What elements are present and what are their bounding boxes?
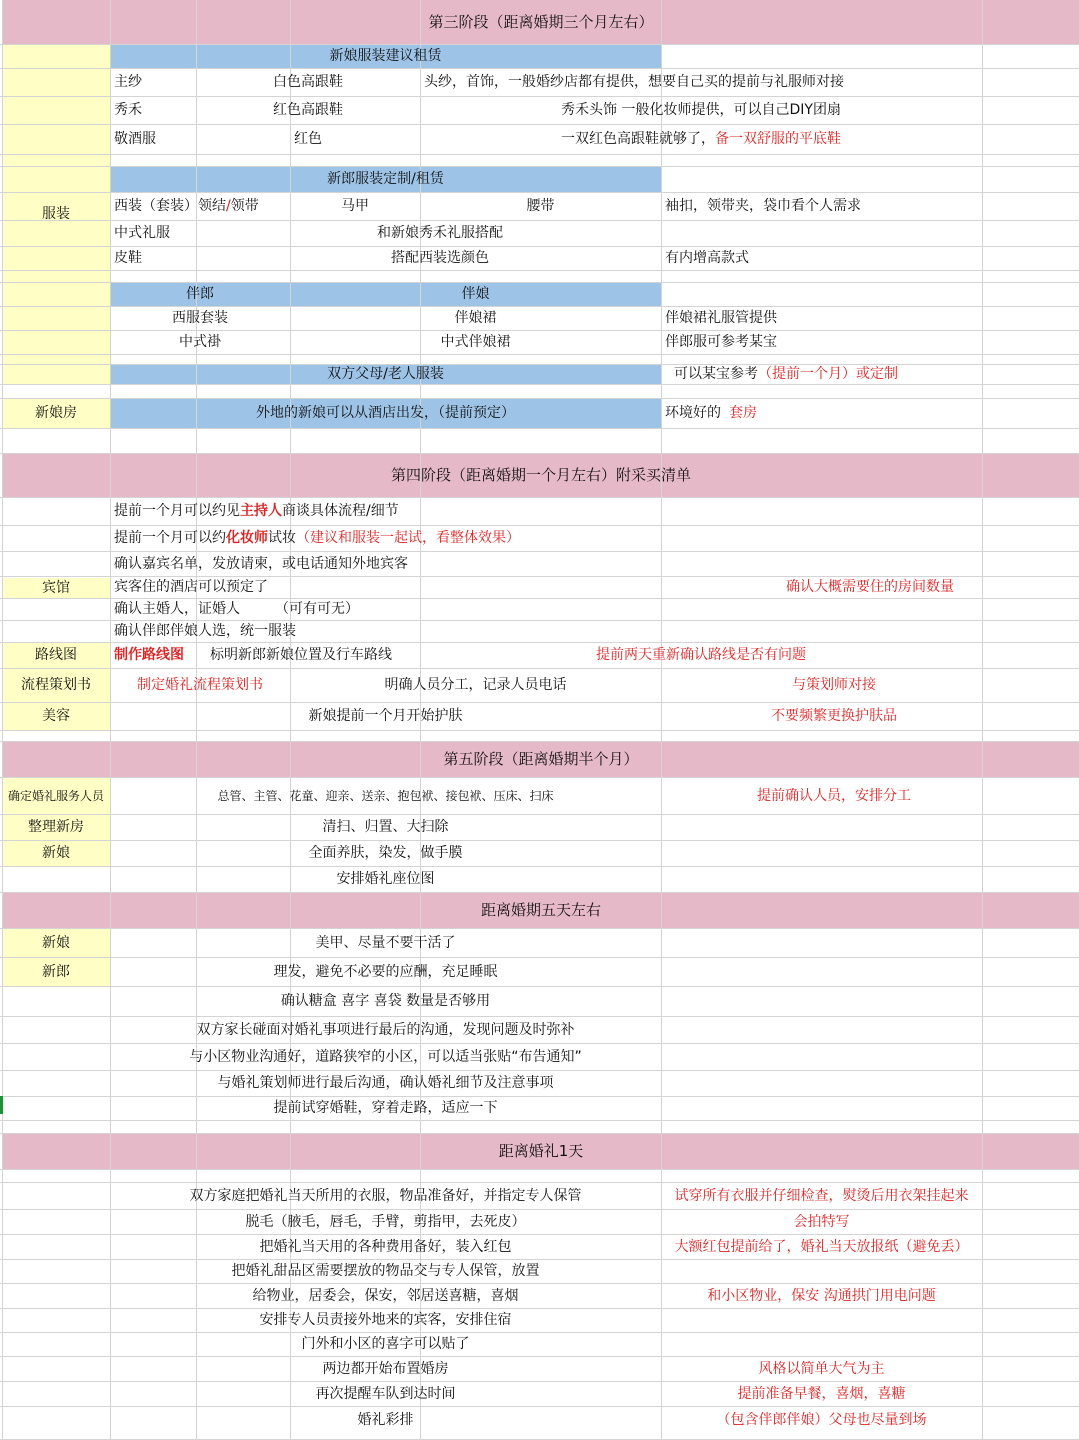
one-day-note: 提前准备早餐，喜烟，喜糖	[737, 1385, 906, 1402]
stage5-header: 第五阶段（距离婚期半个月）	[443, 749, 639, 768]
one-day-task: 两边都开始布置婚房	[322, 1360, 449, 1377]
groom-suit-text: 西装（套装）领结	[114, 198, 226, 214]
parents-note	[670, 364, 984, 384]
staff-note: 提前确认人员，安排分工	[757, 788, 911, 804]
bridesmaid-attire: 中式伴娘裙	[440, 334, 511, 350]
five-days-item: 双方家长碰面对婚礼事项进行最后的沟通，发现问题及时弥补	[196, 1021, 575, 1038]
host-task	[110, 497, 664, 525]
bride-shoes: 红色高跟鞋	[273, 102, 343, 118]
makeup-task-text: 提前一个月可以约	[114, 530, 226, 546]
bride-task: 全面养肤，染发，做手膜	[308, 845, 463, 861]
bridal-party-task: 确认伴郎伴娘人选，统一服装	[114, 623, 296, 639]
bridal-room-text: 外地的新娘可以从酒店出发，（提前预定）	[256, 405, 515, 421]
clothing-category: 服装	[42, 206, 70, 222]
groom-belt: 腰带	[526, 198, 555, 214]
groom-chinese-note: 和新娘秀禾礼服搭配	[377, 225, 503, 241]
one-day-task: 把婚礼甜品区需要摆放的物品交与专人保管，放置	[231, 1263, 540, 1279]
groom-tie-text: 领带	[230, 198, 259, 214]
five-days-bride-task: 美甲、尽量不要干活了	[315, 934, 456, 951]
parents-note-highlight: （提前一个月）或定制	[758, 366, 898, 382]
bridesmaid-attire: 伴娘裙	[454, 310, 497, 326]
groom-shoes-extra: 有内增高款式	[665, 250, 749, 266]
route-note: 提前两天重新确认路线是否有问题	[596, 647, 806, 663]
groom-shoes: 皮鞋	[114, 250, 142, 266]
parents-note-text: 可以某宝参考	[674, 366, 758, 382]
room-category: 整理新房	[28, 819, 84, 835]
one-day-task: 门外和小区的喜字可以贴了	[301, 1336, 470, 1352]
party-note: 伴娘裙礼服管提供	[665, 310, 777, 326]
bride-item: 敬酒服	[114, 131, 156, 147]
bridesmaid-header: 伴娘	[461, 286, 490, 302]
bride-item: 秀禾	[114, 102, 142, 118]
one-day-task: 双方家庭把婚礼当天所用的衣服，物品准备好，并指定专人保管	[189, 1187, 582, 1204]
officiant-task: 确认主婚人，证婚人 （可有可无）	[114, 601, 359, 617]
makeup-task	[110, 525, 664, 551]
one-day-note: 会拍特写	[793, 1213, 850, 1230]
five-days-item: 提前试穿婚鞋，穿着走路，适应一下	[273, 1100, 498, 1116]
plan-category: 流程策划书	[21, 677, 91, 693]
seating-task: 安排婚礼座位图	[336, 871, 435, 887]
stage3-header: 第三阶段（距离婚期三个月左右）	[428, 12, 654, 31]
one-day-task: 脱毛（腋毛，唇毛，手臂，剪指甲，去死皮）	[245, 1213, 526, 1230]
route-task: 制作路线图	[114, 647, 184, 663]
five-days-item: 确认糖盒 喜字 喜袋 数量是否够用	[280, 993, 491, 1009]
hotel-category: 宾馆	[42, 580, 70, 596]
bride-note	[420, 124, 982, 154]
stage4-header: 第四阶段（距离婚期一个月左右）附采买清单	[390, 465, 691, 484]
groomsman-header: 伴郎	[186, 286, 214, 302]
beauty-note: 不要频繁更换护肤品	[771, 708, 897, 724]
bride-note: 秀禾头饰 一般化妆师提供，可以自己DIY团扇	[561, 102, 841, 118]
host-task-text: 提前一个月可以约见	[114, 503, 240, 519]
makeup-task-note: （建议和服装一起试，看整体效果）	[296, 530, 520, 546]
room-task: 清扫、归置、大扫除	[322, 819, 449, 835]
bride-note-text: 一双红色高跟鞋就够了，	[561, 131, 715, 147]
five-days-item: 与小区物业沟通好，道路狭窄的小区，可以适当张贴“布告通知”	[189, 1048, 582, 1065]
groom-chinese: 中式礼服	[114, 225, 170, 241]
beauty-category: 美容	[42, 708, 70, 724]
bridal-room-note	[661, 398, 984, 428]
groom-vest: 马甲	[341, 198, 369, 214]
five-days-item: 与婚礼策划师进行最后沟通，确认婚礼细节及注意事项	[217, 1075, 554, 1091]
bride-section-title: 新娘服装建议租赁	[329, 48, 442, 64]
groom-accessories: 袖扣，领带夹，袋巾看个人需求	[665, 198, 861, 214]
groomsman-attire: 西服套装	[172, 310, 228, 326]
bridal-room-category: 新娘房	[35, 405, 77, 421]
plan-note: 与策划师对接	[792, 677, 876, 693]
beauty-task: 新娘提前一个月开始护肤	[308, 708, 463, 724]
one-day-task: 再次提醒车队到达时间	[315, 1385, 456, 1402]
route-detail: 标明新郎新娘位置及行车路线	[210, 647, 392, 663]
one-day-header: 距离婚礼1天	[498, 1141, 584, 1160]
groom-suit	[110, 192, 290, 220]
row-marker	[0, 1096, 3, 1114]
groom-shoes-note: 搭配西装选颜色	[391, 250, 489, 266]
bride-note: 头纱，首饰，一般婚纱店都有提供，想要自己买的提前与礼服师对接	[424, 74, 844, 90]
groom-suit-slash: /	[226, 198, 231, 214]
host-task-suffix: 商谈具体流程/细节	[282, 503, 399, 519]
one-day-note: 风格以简单大气为主	[758, 1360, 885, 1377]
five-days-groom-category: 新郎	[42, 963, 70, 980]
hotel-note: 确认大概需要住的房间数量	[786, 579, 954, 595]
host-task-highlight: 主持人	[240, 503, 282, 519]
route-category: 路线图	[35, 647, 77, 663]
one-day-task: 把婚礼当天用的各种费用备好，装入红包	[259, 1238, 512, 1255]
makeup-task-suffix: 试妆	[268, 530, 296, 546]
one-day-note: （包含伴郎伴娘）父母也尽量到场	[716, 1412, 927, 1428]
five-days-groom-task: 理发，避免不必要的应酬，充足睡眠	[273, 963, 498, 980]
guest-task: 确认嘉宾名单，发放请柬，或电话通知外地宾客	[114, 555, 408, 572]
bride-shoes: 白色高跟鞋	[273, 74, 343, 90]
bridal-room-note-highlight: 套房	[729, 405, 757, 421]
plan-task: 制定婚礼流程策划书	[137, 677, 263, 693]
groom-section-title: 新郎服装定制/租赁	[327, 171, 444, 187]
one-day-note: 和小区物业，保安 沟通拱门用电问题	[707, 1287, 936, 1304]
parents-attire: 双方父母/老人服装	[327, 366, 444, 382]
five-days-bride-category: 新娘	[42, 934, 70, 951]
one-day-task: 安排专人员责接外地来的宾客，安排住宿	[259, 1312, 512, 1328]
one-day-task: 婚礼彩排	[357, 1412, 414, 1428]
one-day-task: 给物业，居委会，保安，邻居送喜糖，喜烟	[252, 1287, 519, 1304]
bridal-room-note-text: 环境好的	[665, 405, 721, 421]
groomsman-attire: 中式褂	[179, 334, 221, 350]
plan-detail: 明确人员分工，记录人员电话	[384, 677, 567, 693]
bride-shoes: 红色	[294, 131, 322, 147]
bride-category: 新娘	[42, 845, 70, 861]
one-day-note: 大额红包提前给了，婚礼当天放报纸（避免丢）	[674, 1238, 969, 1255]
staff-task: 总管、主管、花童、迎亲、送亲、抱包袱、接包袱、压床、扫床	[217, 789, 554, 803]
bride-note-highlight: 备一双舒服的平底鞋	[715, 131, 841, 147]
five-days-header: 距离婚期五天左右	[480, 900, 601, 919]
bride-item: 主纱	[114, 74, 142, 90]
makeup-task-highlight: 化妆师	[226, 530, 268, 546]
party-note: 伴郎服可参考某宝	[665, 334, 777, 350]
one-day-note: 试穿所有衣服并仔细检查，熨烫后用衣架挂起来	[674, 1187, 969, 1204]
hotel-task: 宾客住的酒店可以预定了	[114, 579, 268, 595]
staff-category: 确定婚礼服务人员	[7, 789, 104, 803]
